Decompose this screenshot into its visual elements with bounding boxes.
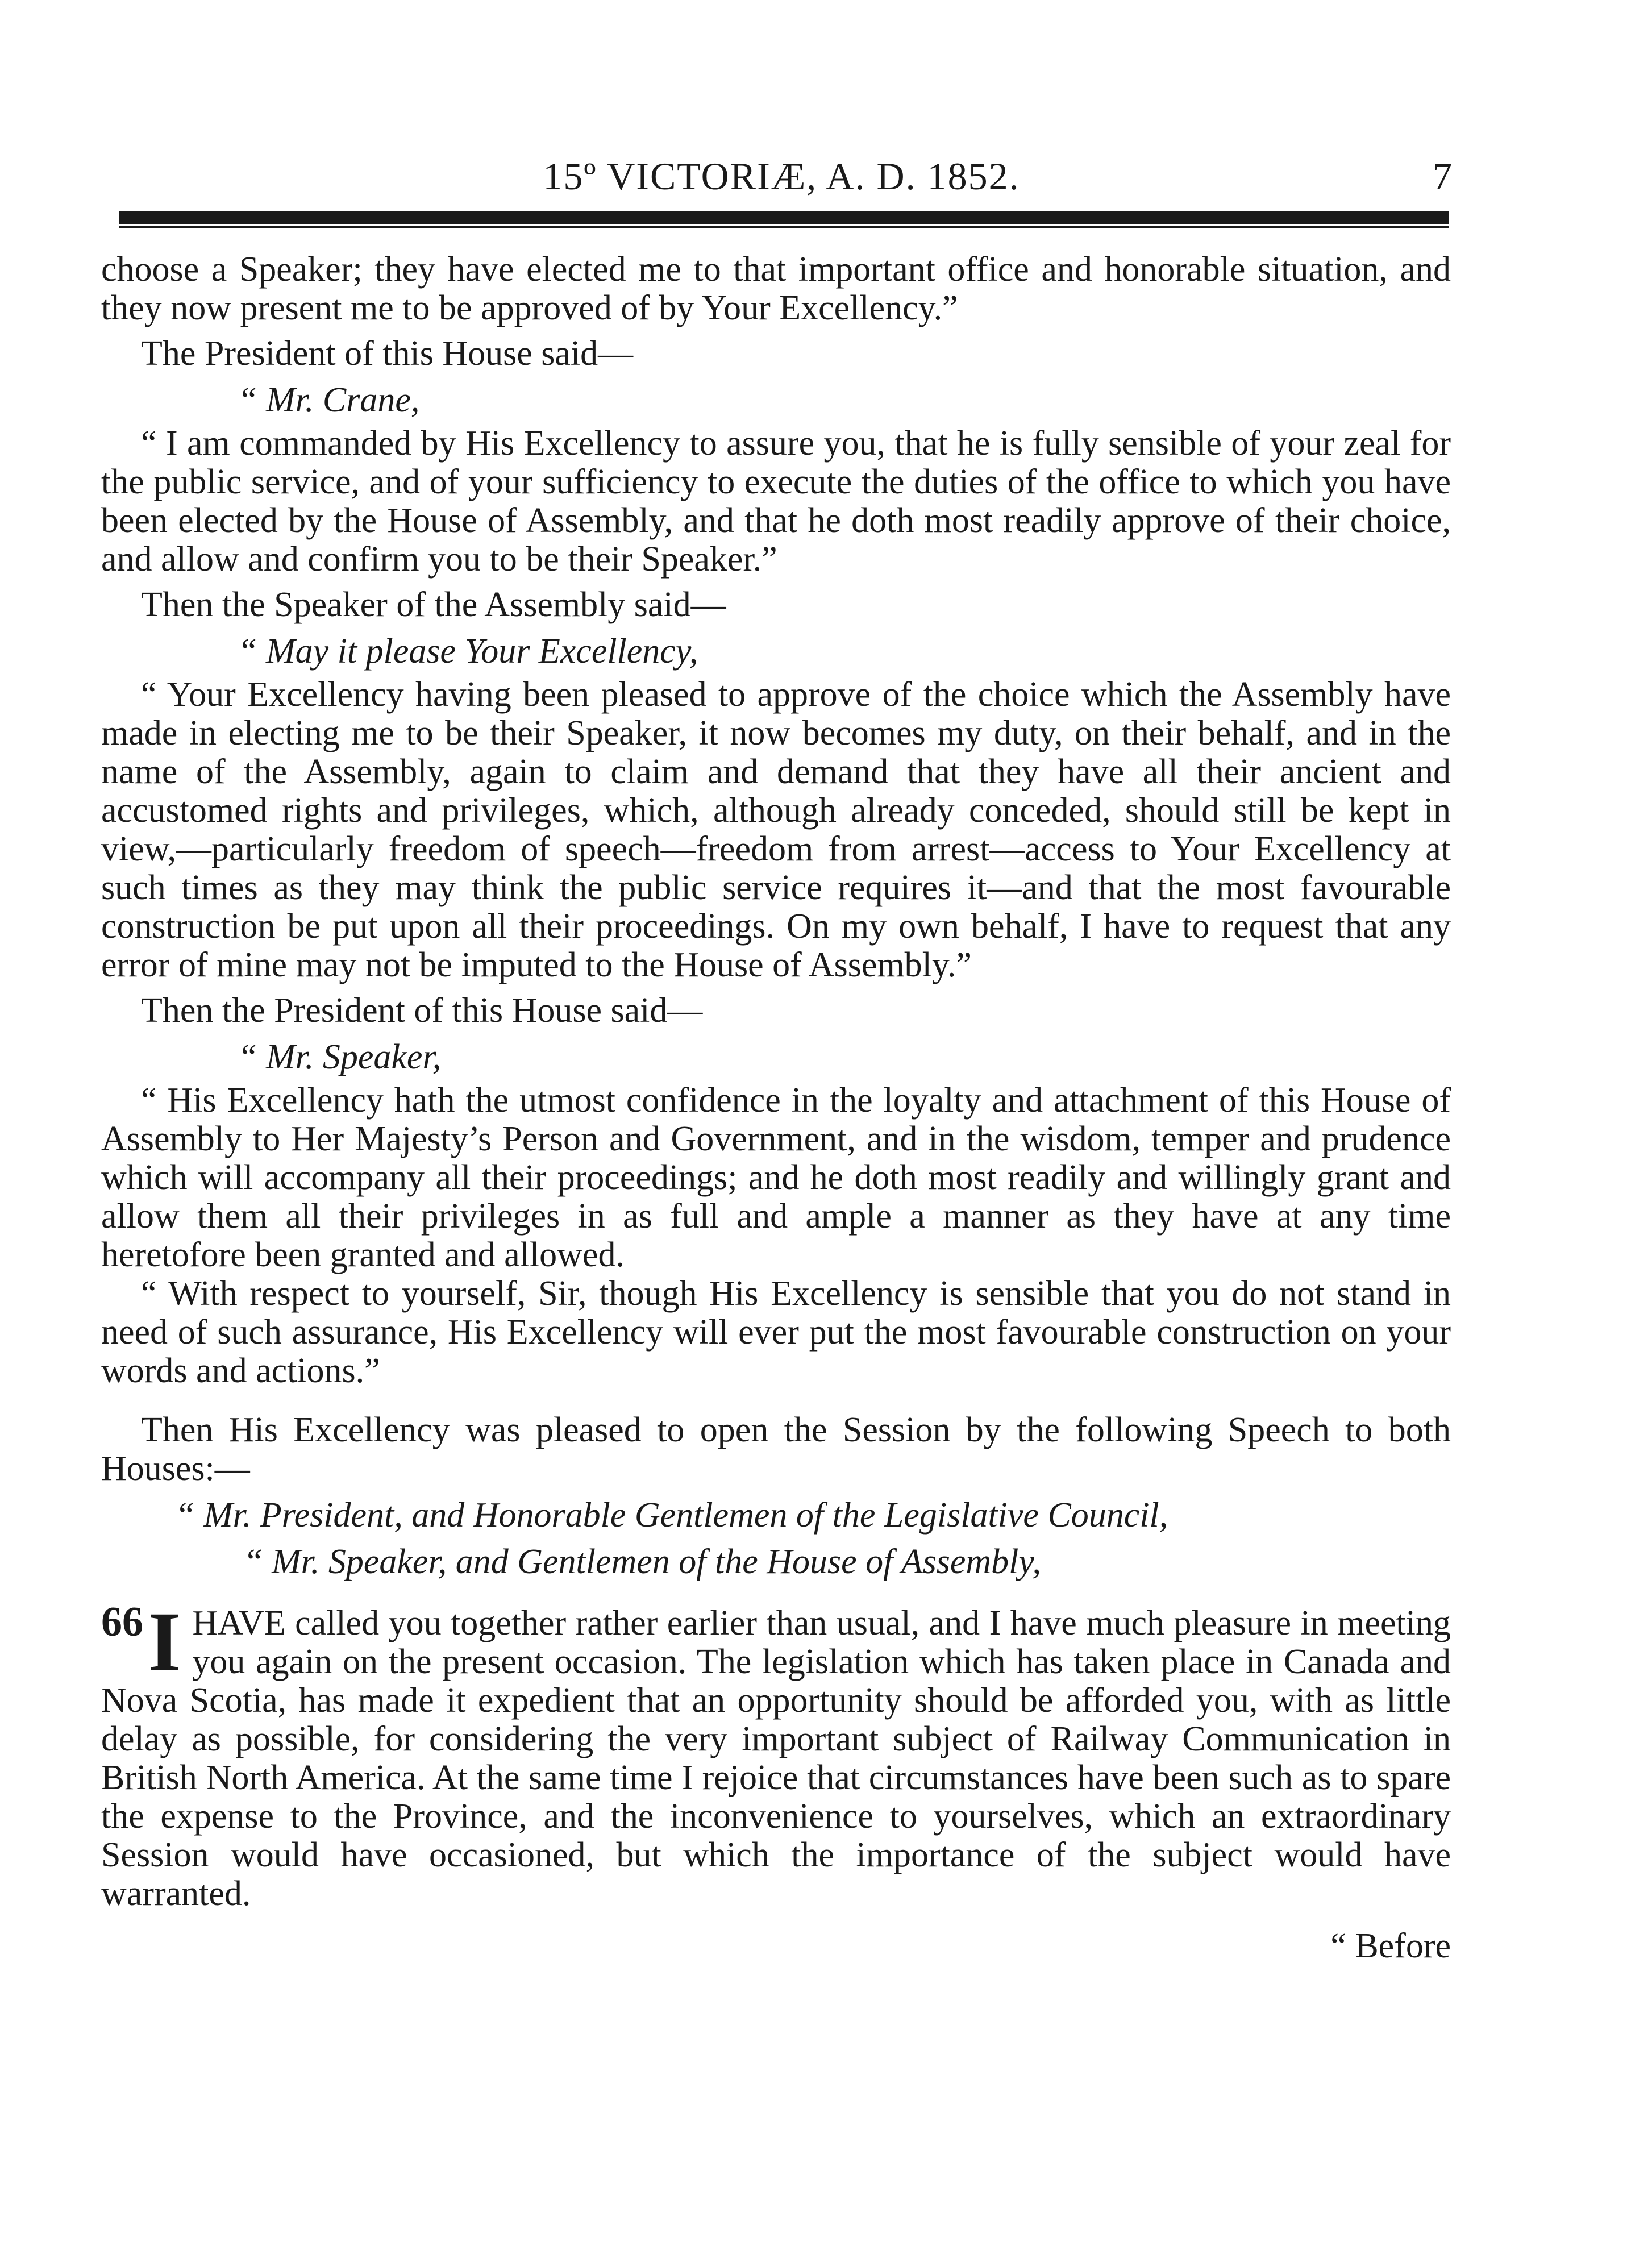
- header-rule-thin: [119, 226, 1449, 228]
- body-text: [101, 250, 1451, 1965]
- paragraph: “ Your Excellency having been pleased to approve of the choice which the Assembly have made in electing me to be their Speaker, it now becomes my duty, on their behalf, and in the name of the Assembly, again to claim and demand that they have all their ancient and accustomed rights and privileges, which, although already conceded, should still be kept in view,—particularly freedom of speech—freedom from arrest—access to Your Excellency at such times as they may think the public service requires it—and that the most favourable construction be put upon all their proceedings. On my own behalf, I have to request that any error of mine may not be imputed to the House of Assembly.”: [101, 675, 1451, 984]
- catchword: “ Before: [1330, 1927, 1451, 1965]
- salutation: “ Mr. Speaker,: [238, 1038, 442, 1076]
- address-line: “ Mr. Speaker, and Gentlemen of the House of Assembly,: [243, 1542, 1041, 1581]
- paragraph: Then the President of this House said—: [141, 991, 703, 1030]
- running-head: [111, 153, 1452, 199]
- speech-paragraph: [101, 1595, 1451, 1913]
- page-number: 7: [1433, 155, 1452, 198]
- address-line: “ Mr. President, and Honorable Gentlemen of the Legislative Council,: [175, 1496, 1168, 1535]
- header-rule: [119, 211, 1449, 224]
- paragraph: “ His Excellency hath the utmost confidence in the loyalty and attachment of this House of Assembly to Her Majesty’s Person and Government, and in the wisdom, temper and prudence which will accompany all their proceedings; and he doth most readily and willingly grant and allow them all their privileges in as full and ample a manner as they have at any time heretofore been granted and allowed.: [101, 1081, 1451, 1274]
- dropcap-block: [101, 1595, 181, 1689]
- salutation: “ May it please Your Excellency,: [238, 632, 698, 671]
- paragraph: Then His Excellency was pleased to open the Session by the following Speech to both Houses:—: [101, 1411, 1451, 1488]
- paragraph: Then the Speaker of the Assembly said—: [141, 585, 726, 624]
- paragraph: The President of this House said—: [141, 334, 634, 373]
- open-quote-mark: 66: [101, 1599, 143, 1645]
- paragraph: choose a Speaker; they have elected me to that important office and honorable situation, and they now present me to be approved of by Your Excellency.”: [101, 250, 1451, 327]
- paragraph: “ With respect to yourself, Sir, though His Excellency is sensible that you do not stand in need of such assurance, His Excellency will ever put the most favourable construction on your words and actions.”: [101, 1274, 1451, 1390]
- speech-text: HAVE called you together rather earlier than usual, and I have much pleasure in meeting you again on the present occasion. The legislation which has taken place in Canada and Nova Scotia, has made it expedient that an opportunity should be afforded you, with as little delay as possible, for considering the very important subject of Railway Communication in British North America. At the same time I rejoice that circumstances have been such as to spare the expense to the Province, and the inconvenience to yourselves, which an extraordinary Session would have occasioned, but which the importance of the subject would have warranted.: [101, 1604, 1451, 1913]
- running-title: 15º VICTORIÆ, A. D. 1852.: [543, 155, 1020, 198]
- paragraph: “ I am commanded by His Excellency to assure you, that he is fully sensible of your zeal for the public service, and of your sufficiency to execute the duties of the office to which you have been elected by the House of Assembly, and that he doth most readily approve of their choice, and allow and confirm you to be their Speaker.”: [101, 424, 1451, 579]
- dropcap: I: [148, 1595, 181, 1689]
- salutation: “ Mr. Crane,: [238, 381, 420, 419]
